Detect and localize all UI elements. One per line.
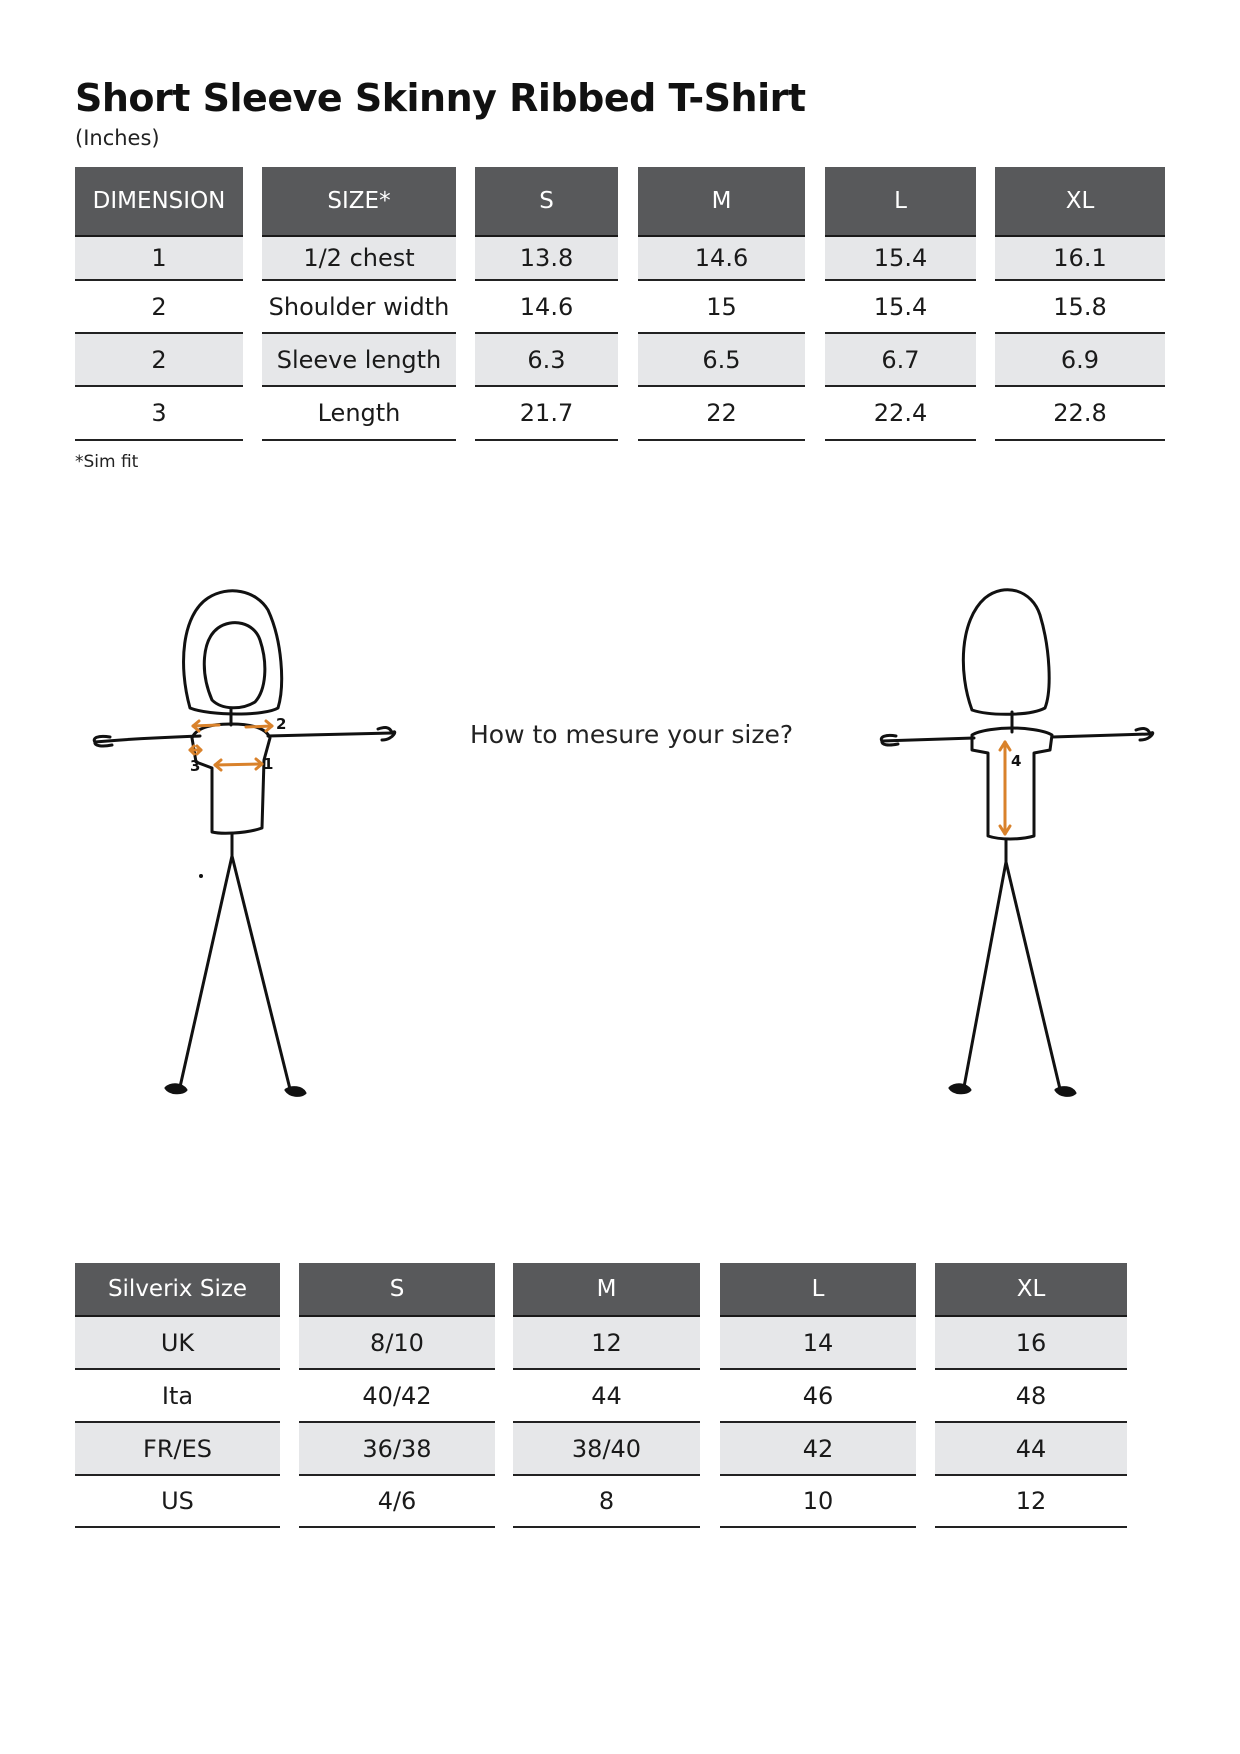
- diagram-label: 3: [190, 757, 201, 775]
- table-column: [513, 1263, 700, 1528]
- table-cell: 48: [935, 1370, 1127, 1423]
- table-cell: 6.3: [475, 334, 618, 387]
- table-cell: 14.6: [475, 281, 618, 334]
- column-header: XL: [995, 167, 1165, 237]
- column-header: Silverix Size: [75, 1263, 280, 1317]
- table-cell: 8: [513, 1476, 700, 1528]
- measure-question: How to mesure your size?: [470, 720, 794, 749]
- table-cell: 42: [720, 1423, 916, 1476]
- table-cell: 36/38: [299, 1423, 495, 1476]
- table-cell: 10: [720, 1476, 916, 1528]
- table-cell: 13.8: [475, 237, 618, 281]
- column-header: S: [299, 1263, 495, 1317]
- table-column: [75, 1263, 280, 1528]
- table-cell: 14: [720, 1317, 916, 1370]
- table-cell: 21.7: [475, 387, 618, 441]
- table-cell: 15: [638, 281, 805, 334]
- table-cell: 22: [638, 387, 805, 441]
- table-cell: UK: [75, 1317, 280, 1370]
- table-cell: 22.4: [825, 387, 976, 441]
- table-column: [299, 1263, 495, 1528]
- table-cell: 38/40: [513, 1423, 700, 1476]
- table-cell: 12: [513, 1317, 700, 1370]
- fit-note: *Sim fit: [75, 452, 139, 472]
- column-header: SIZE*: [262, 167, 456, 237]
- table-cell: 44: [935, 1423, 1127, 1476]
- column-header: XL: [935, 1263, 1127, 1317]
- table-cell: 14.6: [638, 237, 805, 281]
- column-header: M: [638, 167, 805, 237]
- table-cell: 4/6: [299, 1476, 495, 1528]
- column-header: L: [825, 167, 976, 237]
- diagram-label: 2: [276, 715, 287, 733]
- table-column: [935, 1263, 1127, 1528]
- table-cell: Sleeve length: [262, 334, 456, 387]
- table-cell: 3: [75, 387, 243, 441]
- diagram-label: 4: [1011, 752, 1022, 770]
- table-cell: 15.4: [825, 237, 976, 281]
- table-cell: FR/ES: [75, 1423, 280, 1476]
- table-cell: 2: [75, 281, 243, 334]
- table-cell: 6.7: [825, 334, 976, 387]
- table-cell: 8/10: [299, 1317, 495, 1370]
- table-cell: 16: [935, 1317, 1127, 1370]
- table-cell: Shoulder width: [262, 281, 456, 334]
- column-header: S: [475, 167, 618, 237]
- table-column: [720, 1263, 916, 1528]
- size-conversion-table: [75, 1263, 1127, 1528]
- column-header: L: [720, 1263, 916, 1317]
- column-header: DIMENSION: [75, 167, 243, 237]
- table-cell: 15.8: [995, 281, 1165, 334]
- table-cell: 6.5: [638, 334, 805, 387]
- table-cell: 12: [935, 1476, 1127, 1528]
- table-cell: 15.4: [825, 281, 976, 334]
- table-cell: Length: [262, 387, 456, 441]
- table-cell: 40/42: [299, 1370, 495, 1423]
- table-cell: 2: [75, 334, 243, 387]
- table-cell: US: [75, 1476, 280, 1528]
- table-cell: 44: [513, 1370, 700, 1423]
- column-header: M: [513, 1263, 700, 1317]
- table-cell: Ita: [75, 1370, 280, 1423]
- table-cell: 16.1: [995, 237, 1165, 281]
- table-cell: 22.8: [995, 387, 1165, 441]
- page-title: Short Sleeve Skinny Ribbed T-Shirt: [75, 76, 806, 120]
- table-cell: 6.9: [995, 334, 1165, 387]
- unit-note: (Inches): [75, 126, 160, 150]
- table-cell: 46: [720, 1370, 916, 1423]
- table-cell: 1: [75, 237, 243, 281]
- table-cell: 1/2 chest: [262, 237, 456, 281]
- diagram-label: 1: [263, 755, 274, 773]
